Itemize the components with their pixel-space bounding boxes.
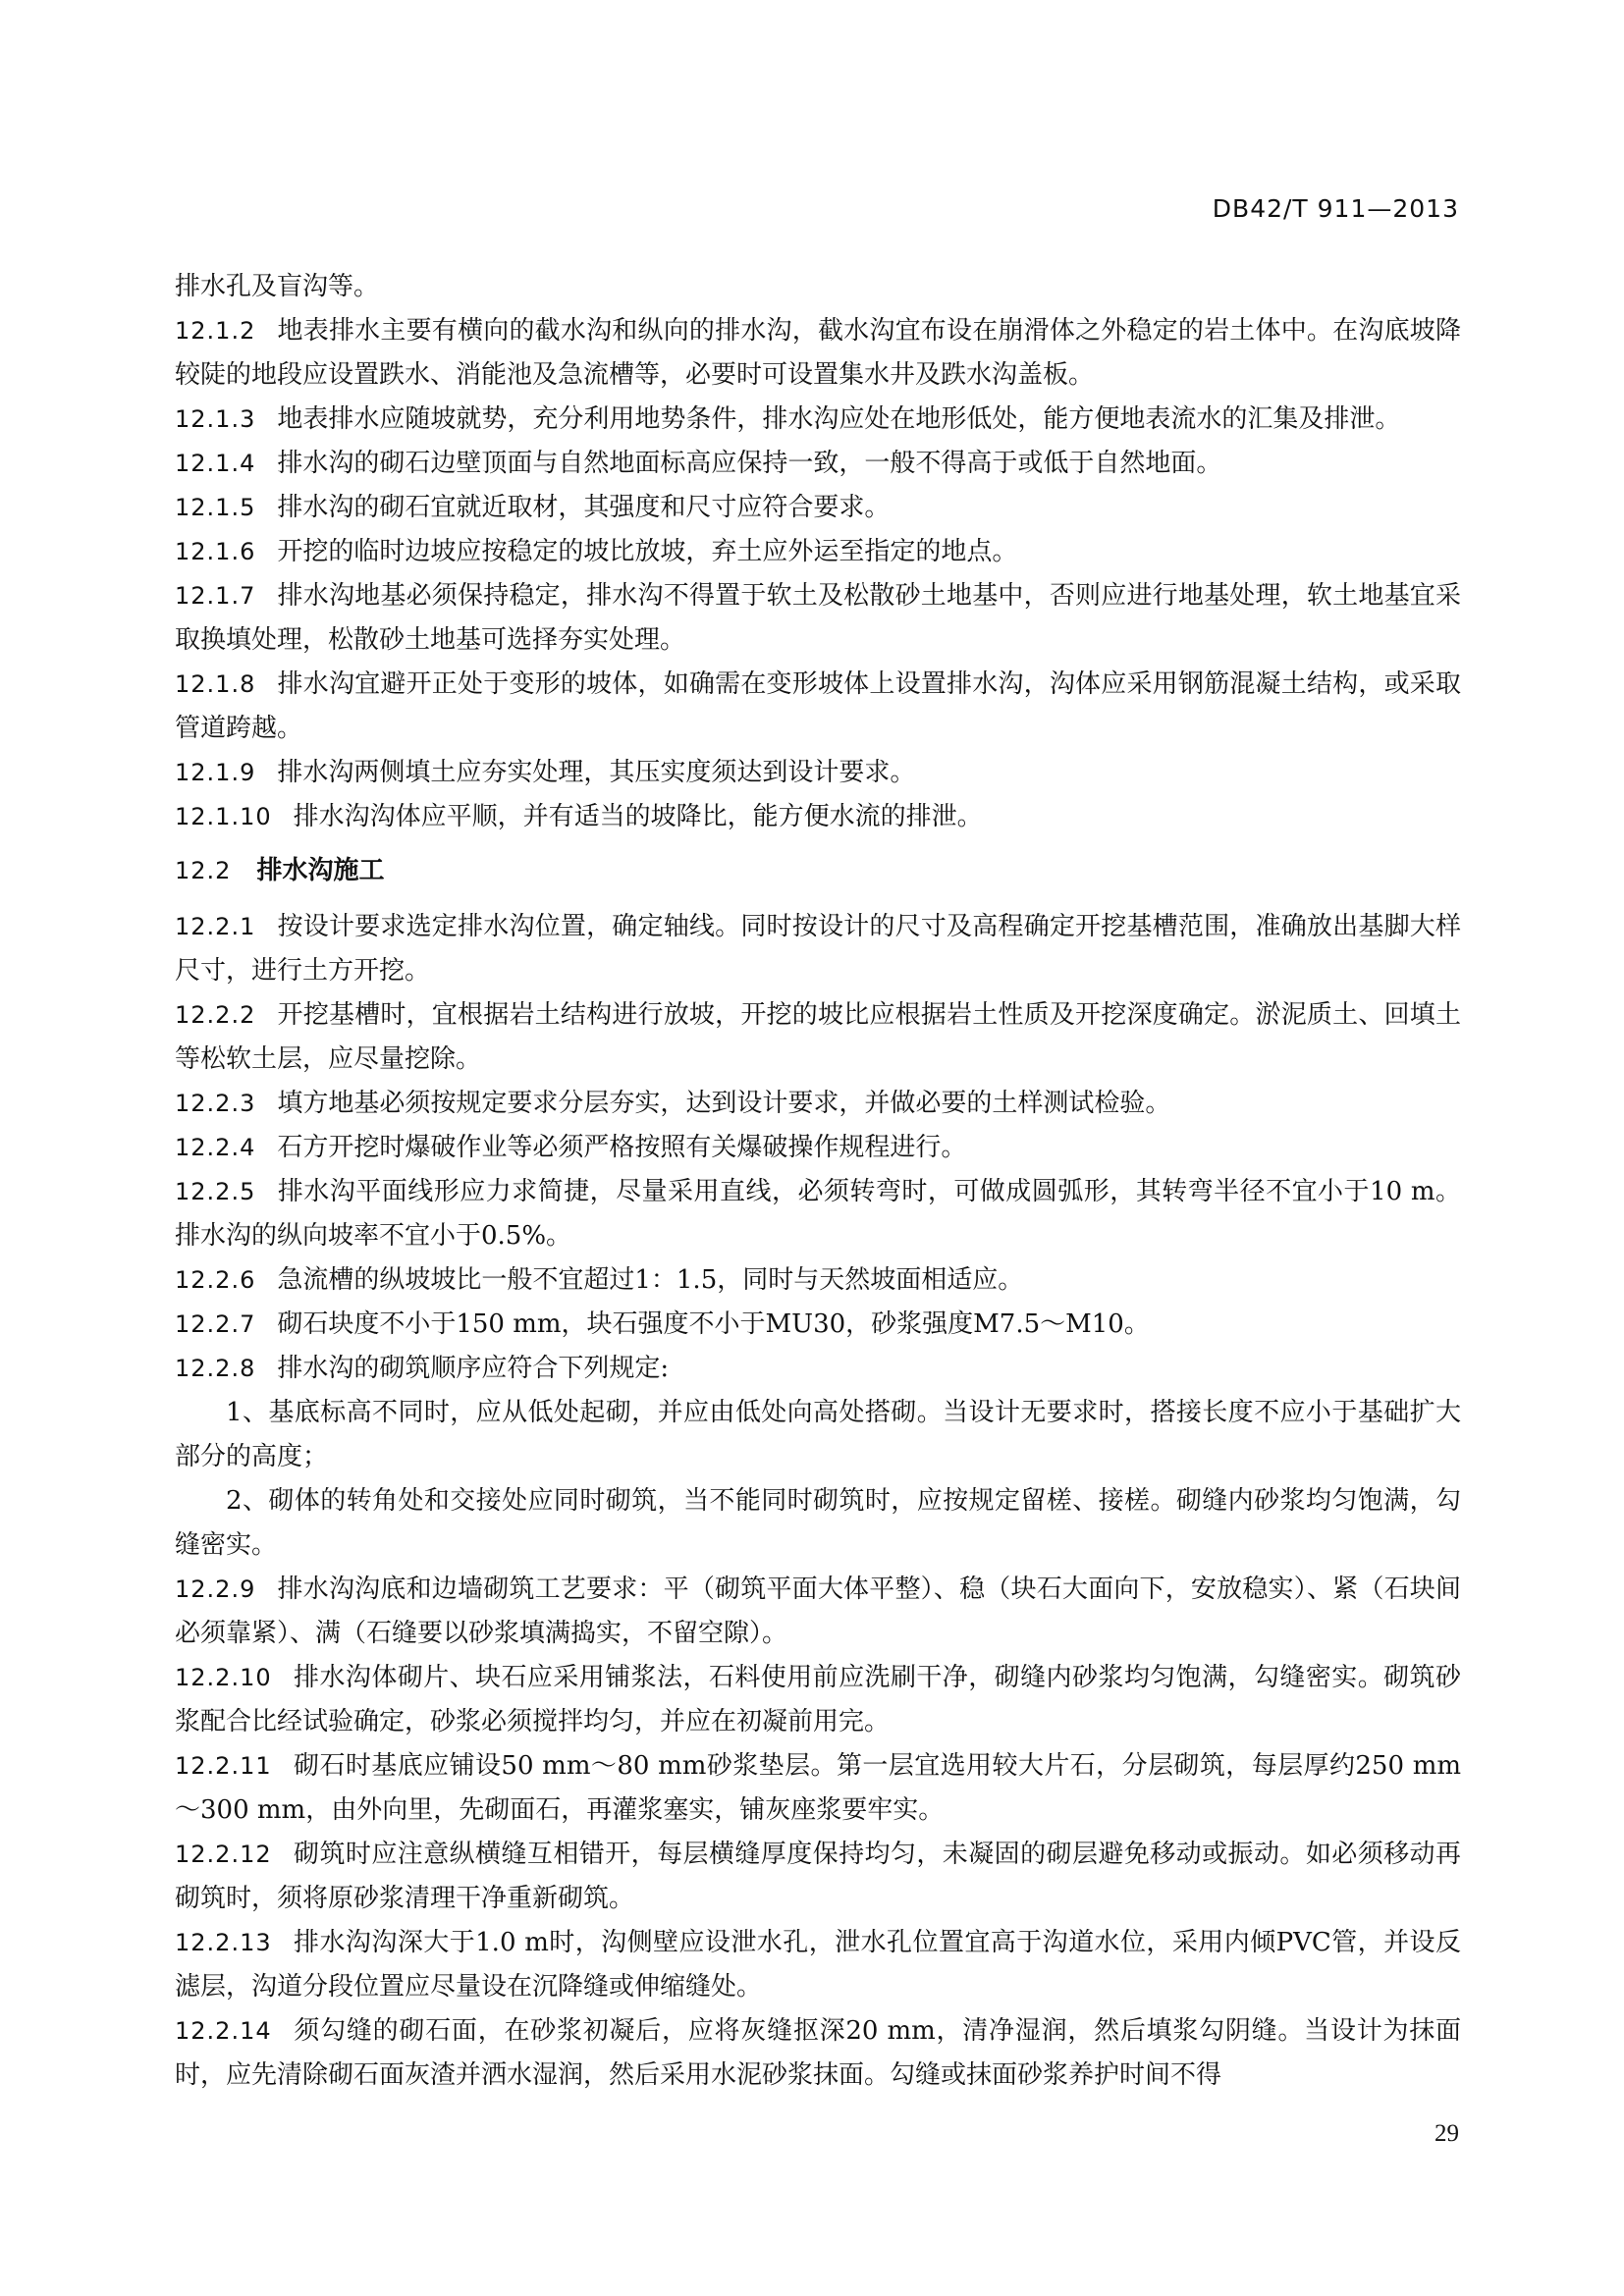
clause-paragraph <box>175 1479 1461 1568</box>
clause-text: 排水沟的砌石边壁顶面与自然地面标高应保持一致，一般不得高于或低于自然地面。 <box>277 449 1222 478</box>
clause-number: 12.2.6 <box>175 1266 256 1294</box>
clause-number: 12.1.6 <box>175 538 256 565</box>
clause-number: 12.2.4 <box>175 1134 256 1161</box>
clause-paragraph <box>175 265 1461 309</box>
clause-number: 12.2.7 <box>175 1310 256 1338</box>
clause-paragraph <box>175 1347 1461 1391</box>
clause-number: 12.2.1 <box>175 913 256 940</box>
clause-paragraph <box>175 1568 1461 1656</box>
clause-text: 1、基底标高不同时，应从低处起砌，并应由低处向高处搭砌。当设计无要求时，搭接长度不应小于基础扩大部分的高度； <box>175 1398 1461 1471</box>
clause-text: 排水沟的砌石宜就近取材，其强度和尺寸应符合要求。 <box>277 493 891 522</box>
clause-paragraph <box>175 398 1461 442</box>
clause-paragraph <box>175 1258 1461 1303</box>
clause-text: 排水沟沟底和边墙砌筑工艺要求：平（砌筑平面大体平整）、稳（块石大面向下，安放稳实）、紧（石块间必须靠紧）、满（石缝要以砂浆填满捣实，不留空隙）。 <box>175 1575 1461 1648</box>
clause-paragraph <box>175 530 1461 574</box>
clause-paragraph <box>175 1303 1461 1347</box>
clause-number: 12.2.3 <box>175 1090 256 1117</box>
clause-text: 排水沟平面线形应力求简捷，尽量采用直线，必须转弯时，可做成圆弧形，其转弯半径不宜小于10 m。排水沟的纵向坡率不宜小于0.5%。 <box>175 1177 1461 1251</box>
clause-paragraph <box>175 795 1461 839</box>
section-title: 排水沟施工 <box>256 856 385 885</box>
clause-text: 地表排水应随坡就势，充分利用地势条件，排水沟应处在地形低处，能方便地表流水的汇集及排泄。 <box>277 404 1401 434</box>
clause-number: 12.2.5 <box>175 1178 256 1205</box>
clause-text: 开挖基槽时，宜根据岩土结构进行放坡，开挖的坡比应根据岩土性质及开挖深度确定。淤泥质土、回填土等松软土层，应尽量挖除。 <box>175 1000 1461 1074</box>
section-12-1-paragraphs <box>175 265 1461 839</box>
clause-text: 须勾缝的砌石面，在砂浆初凝后，应将灰缝抠深20 mm，清净湿润，然后填浆勾阴缝。当设计为抹面时，应先清除砌石面灰渣并洒水湿润，然后采用水泥砂浆抹面。勾缝或抹面砂浆养护时间不得 <box>175 2016 1461 2090</box>
clause-text: 按设计要求选定排水沟位置，确定轴线。同时按设计的尺寸及高程确定开挖基槽范围，准确放出基脚大样尺寸，进行土方开挖。 <box>175 912 1461 986</box>
clause-paragraph <box>175 309 1461 398</box>
clause-number: 12.1.9 <box>175 759 256 786</box>
clause-paragraph <box>175 1744 1461 1833</box>
clause-number: 12.2.9 <box>175 1575 256 1603</box>
clause-paragraph <box>175 2009 1461 2098</box>
clause-text: 排水孔及盲沟等。 <box>175 272 380 301</box>
clause-paragraph <box>175 1170 1461 1258</box>
clause-number: 12.1.10 <box>175 803 272 830</box>
section-12-2-paragraphs <box>175 905 1461 2098</box>
clause-paragraph <box>175 751 1461 795</box>
clause-number: 12.2.12 <box>175 1841 272 1868</box>
clause-number: 12.2.10 <box>175 1664 272 1691</box>
clause-text: 砌筑时应注意纵横缝互相错开，每层横缝厚度保持均匀，未凝固的砌层避免移动或振动。如必须移动再砌筑时，须将原砂浆清理干净重新砌筑。 <box>175 1840 1461 1913</box>
clause-text: 排水沟的砌筑顺序应符合下列规定: <box>277 1354 670 1383</box>
clause-paragraph <box>175 993 1461 1082</box>
clause-text: 石方开挖时爆破作业等必须严格按照有关爆破操作规程进行。 <box>277 1133 967 1162</box>
clause-paragraph <box>175 663 1461 751</box>
clause-number: 12.1.5 <box>175 494 256 521</box>
clause-text: 急流槽的纵坡坡比一般不宜超过1：1.5，同时与天然坡面相适应。 <box>277 1265 1024 1295</box>
clause-text: 砌石块度不小于150 mm，块石强度不小于MU30，砂浆强度M7.5～M10。 <box>277 1309 1150 1339</box>
clause-text: 开挖的临时边坡应按稳定的坡比放坡，弃土应外运至指定的地点。 <box>277 537 1018 566</box>
clause-text: 填方地基必须按规定要求分层夯实，达到设计要求，并做必要的土样测试检验。 <box>277 1089 1171 1118</box>
page-number: 29 <box>1435 2120 1459 2147</box>
clause-text: 排水沟两侧填土应夯实处理，其压实度须达到设计要求。 <box>277 758 916 787</box>
clause-text: 排水沟沟体应平顺，并有适当的坡降比，能方便水流的排泄。 <box>293 802 983 831</box>
clause-number: 12.1.7 <box>175 582 256 610</box>
clause-number: 12.2.2 <box>175 1001 256 1029</box>
document-code: DB42/T 911—2013 <box>1212 194 1459 223</box>
clause-number: 12.2.14 <box>175 2017 272 2045</box>
clause-paragraph <box>175 574 1461 663</box>
clause-paragraph <box>175 1921 1461 2009</box>
clause-paragraph <box>175 1833 1461 1921</box>
clause-text: 排水沟地基必须保持稳定，排水沟不得置于软土及松散砂土地基中，否则应进行地基处理，软土地基宜采取换填处理，松散砂土地基可选择夯实处理。 <box>175 581 1461 655</box>
clause-number: 12.1.3 <box>175 405 256 433</box>
clause-text: 排水沟宜避开正处于变形的坡体，如确需在变形坡体上设置排水沟，沟体应采用钢筋混凝土结构，或采取管道跨越。 <box>175 669 1461 743</box>
clause-text: 排水沟沟深大于1.0 m时，沟侧壁应设泄水孔，泄水孔位置宜高于沟道水位，采用内倾PVC管，并设反滤层，沟道分段位置应尽量设在沉降缝或伸缩缝处。 <box>175 1928 1461 2002</box>
clause-paragraph <box>175 486 1461 530</box>
clause-number: 12.2.13 <box>175 1929 272 1956</box>
clause-text: 2、砌体的转角处和交接处应同时砌筑，当不能同时砌筑时，应按规定留槎、接槎。砌缝内砂浆均匀饱满，勾缝密实。 <box>175 1486 1461 1560</box>
clause-paragraph <box>175 1126 1461 1170</box>
clause-paragraph <box>175 442 1461 486</box>
clause-text: 地表排水主要有横向的截水沟和纵向的排水沟，截水沟宜布设在崩滑体之外稳定的岩土体中。在沟底坡降较陡的地段应设置跌水、消能池及急流槽等，必要时可设置集水井及跌水沟盖板。 <box>175 316 1461 390</box>
clause-number: 12.1.8 <box>175 670 256 698</box>
clause-number: 12.1.2 <box>175 317 256 345</box>
clause-number: 12.2.11 <box>175 1752 272 1780</box>
section-heading <box>175 849 1461 893</box>
clause-text: 排水沟体砌片、块石应采用铺浆法，石料使用前应洗刷干净，砌缝内砂浆均匀饱满，勾缝密实。砌筑砂浆配合比经试验确定，砂浆必须搅拌均匀，并应在初凝前用完。 <box>175 1663 1461 1736</box>
clause-paragraph <box>175 905 1461 993</box>
page-content <box>175 265 1461 2098</box>
clause-number: 12.1.4 <box>175 450 256 477</box>
clause-paragraph <box>175 1656 1461 1744</box>
clause-paragraph <box>175 1391 1461 1479</box>
clause-number: 12.2.8 <box>175 1355 256 1382</box>
clause-paragraph <box>175 1082 1461 1126</box>
section-number: 12.2 <box>175 857 232 884</box>
clause-text: 砌石时基底应铺设50 mm～80 mm砂浆垫层。第一层宜选用较大片石，分层砌筑，每层厚约250 mm～300 mm，由外向里，先砌面石，再灌浆塞实，铺灰座浆要牢实。 <box>175 1751 1461 1825</box>
